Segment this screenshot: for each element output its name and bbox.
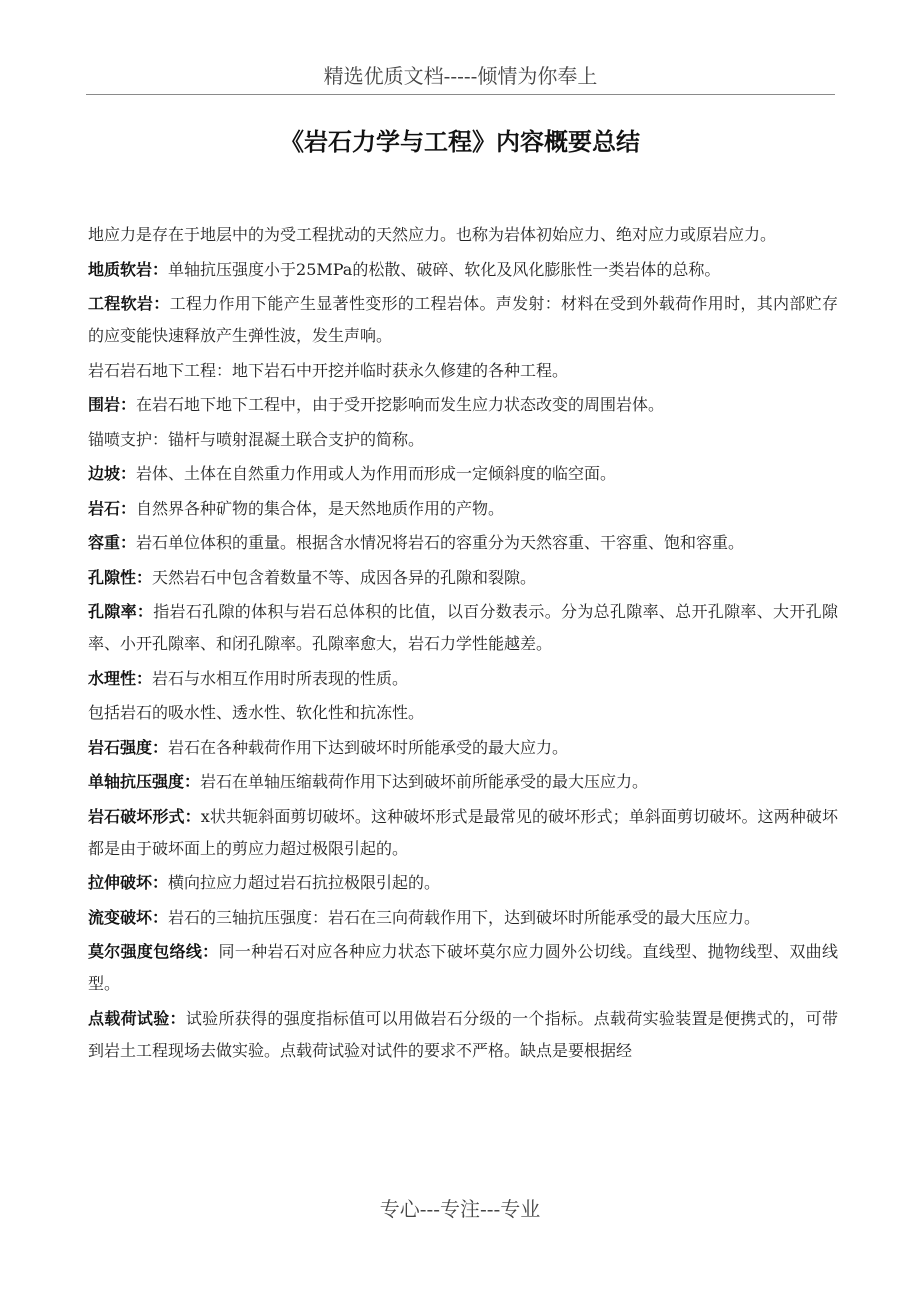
definition-text: x状共轭斜面剪切破坏。这种破坏形式是最常见的破坏形式；单斜面剪切破坏。这两种破坏都是由于破坏面上的剪应力超过极限引起的。 [88, 806, 838, 858]
definition-text: 自然界各种矿物的集合体，是天然地质作用的产物。 [136, 498, 505, 518]
definition-text: 地应力是存在于地层中的为受工程扰动的天然应力。也称为岩体初始应力、绝对应力或原岩应力。 [88, 225, 777, 244]
definition-paragraph [88, 801, 838, 865]
definition-text: 同一种岩石对应各种应力状态下破坏莫尔应力圆外公切线。直线型、抛物线型、双曲线型。 [88, 942, 838, 993]
definition-text: 岩石在单轴压缩载荷作用下达到破坏前所能承受的最大压应力。 [200, 772, 649, 791]
header-divider [86, 94, 835, 95]
definition-text: 岩石与水相互作用时所表现的性质。 [152, 668, 409, 688]
definition-term: 岩石破坏形式： [88, 806, 201, 826]
page-header: 精选优质文档-----倾情为你奉上 [323, 64, 598, 88]
definition-paragraph [88, 867, 838, 899]
definition-paragraph [88, 697, 838, 729]
definition-text: 工程力作用下能产生显著性变形的工程岩体。声发射：材料在受到外载荷作用时，其内部贮存的应变能快速释放产生弹性波，发生声响。 [88, 294, 838, 345]
definition-term: 岩石： [88, 498, 137, 518]
definition-paragraph [88, 219, 838, 251]
document-body [88, 219, 838, 1069]
definition-paragraph [88, 902, 838, 934]
definition-paragraph [88, 663, 838, 695]
definition-text: 岩石单位体积的重量。根据含水情况将岩石的容重分为天然容重、干容重、饱和容重。 [136, 533, 745, 552]
page-footer: 专心---专注---专业 [379, 1197, 541, 1221]
definition-term: 孔隙性： [88, 567, 153, 587]
definition-text: 单轴抗压强度小于25MPa的松散、破碎、软化及风化膨胀性一类岩体的总称。 [168, 259, 721, 279]
definition-text: 锚喷支护：锚杆与喷射混凝土联合支护的简称。 [88, 429, 425, 449]
definition-text: 试验所获得的强度指标值可以用做岩石分级的一个指标。点载荷实验装置是便携式的，可带到岩土工程现场去做实验。点载荷试验对试件的要求不严格。缺点是要根据经 [88, 1008, 838, 1060]
definition-term: 流变破坏： [88, 907, 169, 927]
definition-paragraph [88, 389, 838, 421]
definition-paragraph [88, 458, 838, 490]
definition-paragraph [88, 254, 838, 286]
definition-text: 包括岩石的吸水性、透水性、软化性和抗冻性。 [88, 703, 425, 722]
definition-paragraph [88, 355, 838, 387]
definition-term: 水理性： [88, 668, 153, 688]
definition-paragraph [88, 424, 838, 456]
definition-paragraph [88, 493, 838, 525]
definition-text: 横向拉应力超过岩石抗拉极限引起的。 [168, 873, 441, 892]
definition-term: 围岩： [88, 395, 137, 414]
definition-term: 边坡： [88, 464, 137, 483]
definition-text: 岩石的三轴抗压强度：岩石在三向荷载作用下，达到破坏时所能承受的最大压应力。 [168, 907, 761, 927]
definition-text: 岩石在各种载荷作用下达到破坏时所能承受的最大应力。 [168, 737, 569, 757]
definition-term: 容重： [88, 533, 137, 552]
definition-paragraph [88, 1003, 838, 1067]
definition-term: 拉伸破坏： [88, 873, 169, 892]
definition-paragraph [88, 562, 838, 594]
document-title: 《岩石力学与工程》内容概要总结 [280, 128, 640, 156]
definition-text: 岩石岩石地下工程：地下岩石中开挖并临时获永久修建的各种工程。 [88, 360, 569, 380]
definition-text: 岩体、土体在自然重力作用或人为作用而形成一定倾斜度的临空面。 [136, 464, 617, 483]
definition-term: 单轴抗压强度： [88, 772, 201, 791]
definition-text: 在岩石地下地下工程中，由于受开挖影响而发生应力状态改变的周围岩体。 [136, 395, 665, 414]
definition-paragraph [88, 596, 838, 660]
definition-term: 地质软岩： [88, 259, 169, 279]
definition-text: 指岩石孔隙的体积与岩石总体积的比值，以百分数表示。分为总孔隙率、总开孔隙率、大开孔隙率、小开孔隙率、和闭孔隙率。孔隙率愈大，岩石力学性能越差。 [88, 602, 838, 653]
definition-paragraph [88, 527, 838, 559]
definition-term: 工程软岩： [88, 294, 170, 313]
definition-term: 岩石强度： [88, 737, 169, 757]
definition-paragraph [88, 288, 838, 352]
definition-term: 点载荷试验： [88, 1008, 186, 1028]
definition-paragraph [88, 766, 838, 798]
definition-paragraph [88, 936, 838, 1000]
definition-term: 莫尔强度包络线： [88, 942, 219, 961]
definition-paragraph [88, 732, 838, 764]
definition-text: 天然岩石中包含着数量不等、成因各异的孔隙和裂隙。 [152, 567, 537, 587]
definition-term: 孔隙率： [88, 602, 154, 621]
